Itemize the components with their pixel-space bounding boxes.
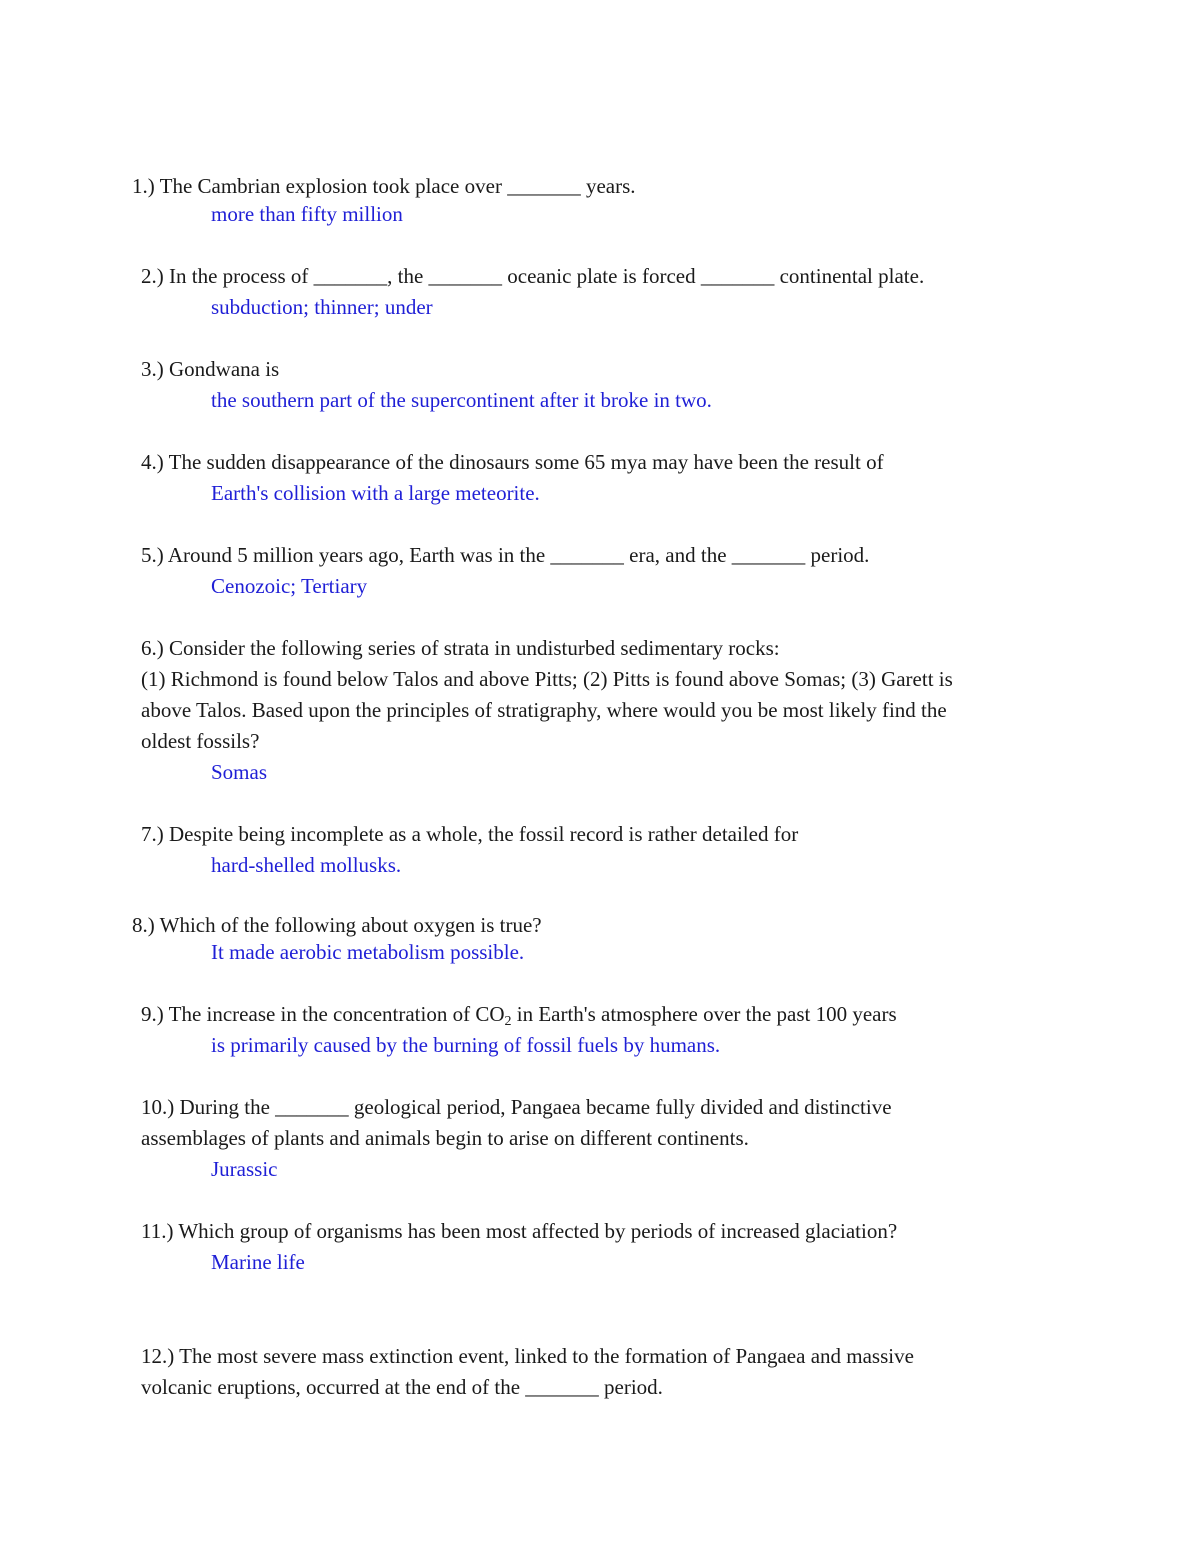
question-4 xyxy=(141,447,884,478)
question-text: Which of the following about oxygen is true? xyxy=(159,913,542,937)
answer-8: It made aerobic metabolism possible. xyxy=(211,940,525,964)
question-text-before: The increase in the concentration of CO xyxy=(168,1002,505,1026)
question-number: 4.) xyxy=(141,450,164,474)
answer-2: subduction; thinner; under xyxy=(211,295,433,319)
question-10-line-2: assemblages of plants and animals begin to arise on different continents. xyxy=(141,1126,749,1150)
question-12-line-2: volcanic eruptions, occurred at the end of the _______ period. xyxy=(141,1375,663,1399)
question-3 xyxy=(141,354,279,385)
question-6-line-4: oldest fossils? xyxy=(141,729,260,753)
answer-9: is primarily caused by the burning of fossil fuels by humans. xyxy=(211,1033,721,1057)
answer-7: hard-shelled mollusks. xyxy=(211,853,402,877)
question-6-line-3: above Talos. Based upon the principles of stratigraphy, where would you be most likely find the xyxy=(141,698,947,722)
answer-11: Marine life xyxy=(211,1250,305,1274)
question-number: 7.) xyxy=(141,822,164,846)
question-text: The most severe mass extinction event, linked to the formation of Pangaea and massive xyxy=(179,1344,914,1368)
question-number: 5.) xyxy=(141,543,164,567)
question-number: 6.) xyxy=(141,636,164,660)
question-number: 9.) xyxy=(141,1002,164,1026)
question-5 xyxy=(141,540,869,571)
question-6-line-2: (1) Richmond is found below Talos and above Pitts; (2) Pitts is found above Somas; (3) Garett is xyxy=(141,667,953,691)
question-number: 8.) xyxy=(132,913,155,937)
question-text: Despite being incomplete as a whole, the fossil record is rather detailed for xyxy=(169,822,799,846)
question-text xyxy=(168,1002,897,1029)
question-number: 12.) xyxy=(141,1344,175,1368)
answer-1: more than fifty million xyxy=(211,202,403,226)
answer-4: Earth's collision with a large meteorite. xyxy=(211,481,540,505)
question-number: 11.) xyxy=(141,1219,174,1243)
question-text: The Cambrian explosion took place over _______ years. xyxy=(159,174,636,198)
question-1 xyxy=(132,171,636,202)
question-text: The sudden disappearance of the dinosaurs some 65 mya may have been the result of xyxy=(168,450,884,474)
question-text: Consider the following series of strata in undisturbed sedimentary rocks: xyxy=(169,636,780,660)
question-10 xyxy=(141,1092,892,1123)
question-11 xyxy=(141,1216,897,1247)
answer-6: Somas xyxy=(211,760,268,784)
question-number: 1.) xyxy=(132,174,155,198)
question-number: 2.) xyxy=(141,264,164,288)
answer-3: the southern part of the supercontinent after it broke in two. xyxy=(211,388,712,412)
question-9 xyxy=(141,999,897,1030)
question-text: In the process of _______, the _______ oceanic plate is forced _______ continental plate. xyxy=(169,264,925,288)
question-text: Which group of organisms has been most affected by periods of increased glaciation? xyxy=(178,1219,898,1243)
answer-5: Cenozoic; Tertiary xyxy=(211,574,368,598)
question-2 xyxy=(141,261,924,292)
question-text: Gondwana is xyxy=(169,357,280,381)
question-6 xyxy=(141,633,780,664)
question-number: 10.) xyxy=(141,1095,175,1119)
question-text: During the _______ geological period, Pangaea became fully divided and distinctive xyxy=(179,1095,892,1119)
question-text: Around 5 million years ago, Earth was in the _______ era, and the _______ period. xyxy=(167,543,870,567)
co2-subscript: 2 xyxy=(504,1014,512,1029)
question-12 xyxy=(141,1341,914,1372)
answer-10: Jurassic xyxy=(211,1157,278,1181)
question-number: 3.) xyxy=(141,357,164,381)
question-7 xyxy=(141,819,798,850)
question-text-after: in Earth's atmosphere over the past 100 years xyxy=(511,1002,897,1026)
